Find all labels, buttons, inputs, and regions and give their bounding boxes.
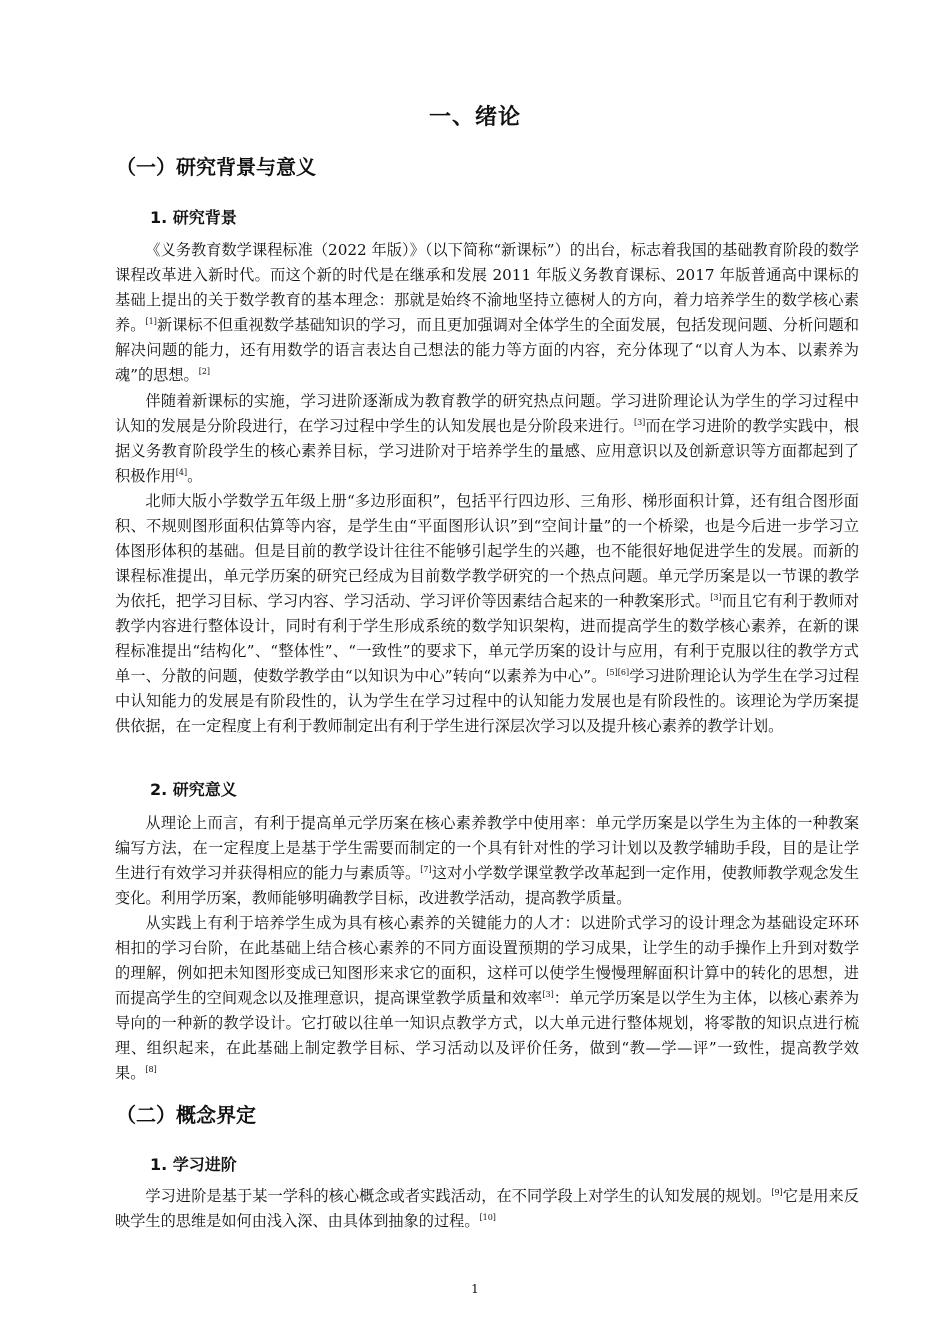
citation-ref: [7]	[420, 865, 432, 874]
paragraph-5	[115, 911, 859, 1086]
paragraph-text: 伴随着新课标的实施，学习进阶逐渐成为教育教学的研究热点问题。学习进阶理论认为学生的学习过程中认知的发展是分阶段进行，在学习过程中学生的认知发展也是分阶段来进行。	[115, 392, 859, 435]
citation-ref: [3]	[633, 418, 646, 427]
paragraph-1	[115, 238, 859, 388]
citation-ref: [2]	[198, 367, 211, 376]
subsection-heading-research-significance: 2. 研究意义	[150, 780, 237, 799]
paragraph-text: 。	[187, 467, 203, 485]
paragraph-text: 北师大版小学数学五年级上册“多边形面积”，包括平行四边形、三角形、梯形面积计算，还有组合图形面积、不规则图形面积估算等内容，是学生由“平面图形认识”到“空间计量”的一个桥梁，也是今后进一步学习立体图形体积的基础。但是目前的教学设计往往不能够引起学生的兴趣，也不能很好地促进学生的发展。而新的课程标准提出，单元学历案的研究已经成为目前数学教学研究的一个热点问题。单元学历案是以一节课的教学为依托，把学习目标、学习内容、学习活动、学习评价等因素结合起来的一种教案形式。	[115, 492, 859, 610]
paragraph-text: 这对小学数学课堂教学改革起到一定作用，使教师教学观念发生变化。利用学历案，教师能够明确教学目标，改进教学活动，提高教学质量。	[115, 864, 860, 907]
page-number: 1	[471, 1282, 479, 1296]
citation-ref: [4]	[175, 468, 188, 477]
paragraph-text: 它是用来反映学生的思维是如何由浅入深、由具体到抽象的过程。	[115, 1187, 860, 1230]
subsection-heading-research-background: 1. 研究背景	[150, 208, 237, 227]
paragraph-text: 学习进阶理论认为学生在学习过程中认知能力的发展是有阶段性的，认为学生在学习过程中的认知能力发展也是有阶段性的。该理论为学历案提供依据，在一定程度上有利于教师制定出有利于学生进行深层次学习以及提升核心素养的教学计划。	[115, 667, 859, 735]
paragraph-text: 学习进阶是基于某一学科的核心概念或者实践活动，在不同学段上对学生的认知发展的规划。	[145, 1187, 772, 1205]
paragraph-text: 而在学习进阶的教学实践中，根据义务教育阶段学生的核心素养目标，学习进阶对于培养学生的量感、应用意识以及创新意识等方面都起到了积极作用	[115, 417, 860, 485]
citation-ref: [8]	[145, 1065, 157, 1074]
citation-ref: [10]	[479, 1213, 496, 1222]
citation-ref: [9]	[771, 1188, 783, 1197]
paragraph-4	[115, 811, 859, 911]
citation-ref: [3]	[710, 593, 722, 602]
paragraph-text: 《义务教育数学课程标准（2022 年版）》（以下简称“新课标”）的出台，标志着我国的基础教育阶段的数学课程改革进入新时代。而这个新的时代是在继承和发展 2011 年版义务教育课标、2017 年版普通高中课标的基础上提出的关于数学教育的基本理念：那就是始终不渝地坚持立德树人的方向，着力培养学生的数学核心素养。	[115, 241, 859, 334]
section-heading-background: （一）研究背景与意义	[116, 155, 316, 179]
paragraph-3	[115, 489, 859, 739]
paragraph-text: 新课标不但重视数学基础知识的学习，而且更加强调对全体学生的全面发展，包括发现问题、分析问题和解决问题的能力，还有用数学的语言表达自己想法的能力等方面的内容，充分体现了“以育人为本、以素养为魂”的思想。	[115, 316, 860, 384]
paragraph-text: 从理论上而言，有利于提高单元学历案在核心素养教学中使用率：单元学历案是以学生为主体的一种教案编写方法，在一定程度上是基于学生需要而制定的一个具有针对性的学习计划以及教学辅助手段，目的是让学生进行有效学习并获得相应的能力与素质等。	[115, 814, 859, 882]
citation-ref: [1]	[145, 317, 157, 326]
paragraph-2	[115, 389, 859, 489]
paragraph-6	[115, 1184, 859, 1234]
subsection-heading-learning-progression: 1. 学习进阶	[150, 1155, 237, 1174]
citation-ref: [3]	[542, 990, 554, 999]
citation-ref: [5][6]	[606, 668, 630, 677]
paragraph-text: 而且它有利于教师对教学内容进行整体设计，同时有利于学生形成系统的数学知识架构，进而提高学生的数学核心素养，在新的课程标准提出“结构化”、“整体性”、“一致性”的要求下，单元学历案的设计与应用，有利于克服以往的教学方式单一、分散的问题，使数学教学由“以知识为中心”转向“以素养为中心”。	[115, 592, 860, 685]
chapter-title: 一、绪论	[428, 105, 521, 130]
paragraph-text: 从实践上有利于培养学生成为具有核心素养的关键能力的人才：以进阶式学习的设计理念为基础设定环环相扣的学习台阶，在此基础上结合核心素养的不同方面设置预期的学习成果，让学生的动手操作上升到对数学的理解，例如把未知图形变成已知图形来求它的面积，这样可以使学生慢慢理解面积计算中的转化的思想，进而提高学生的空间观念以及推理意识，提高课堂教学质量和效率	[115, 914, 859, 1007]
paragraph-text: ：单元学历案是以学生为主体，以核心素养为导向的一种新的教学设计。它打破以往单一知识点教学方式，以大单元进行整体规划，将零散的知识点进行梳理、组织起来，在此基础上制定教学目标、学习活动以及评价任务，做到“教—学—评”一致性，提高教学效果。	[115, 989, 860, 1082]
section-heading-concepts: （二）概念界定	[116, 1103, 256, 1127]
